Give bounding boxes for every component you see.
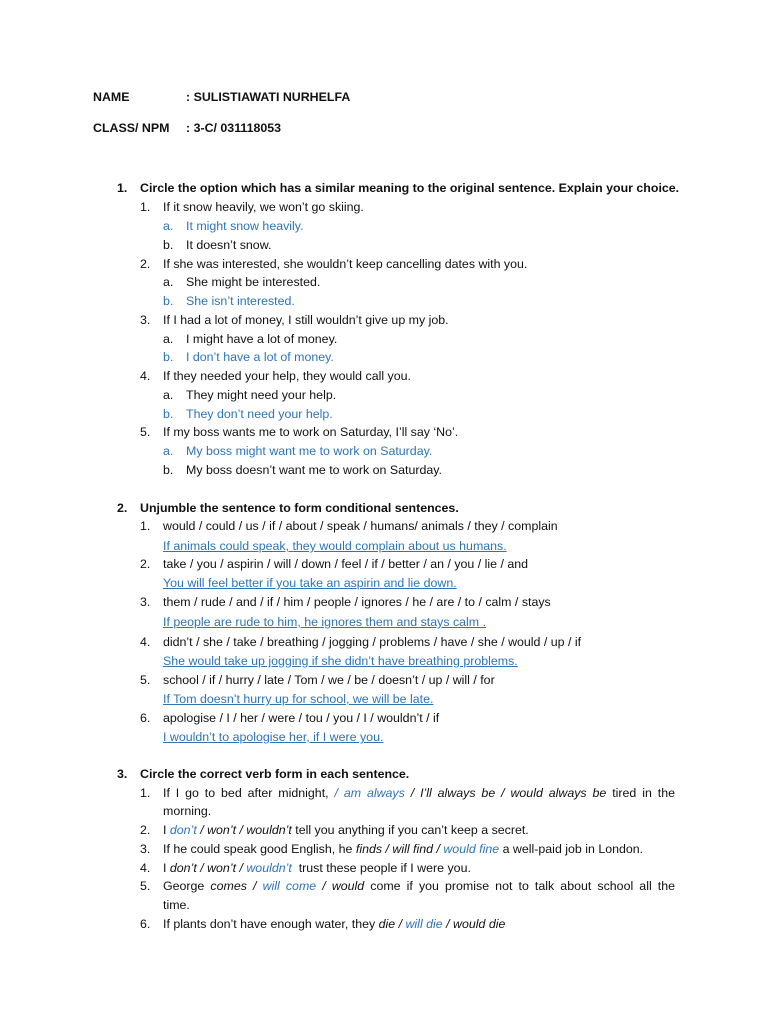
class-value: : 3-C/ 031118053: [186, 121, 282, 135]
section3-number: 3.: [117, 767, 128, 781]
s1-item2-opt-b-letter: b.: [163, 294, 174, 308]
s3-item3-sentence: If he could speak good English, he finds / will find / would fine a well-paid job in London.: [163, 842, 644, 856]
s3-item6-option-3: would die: [453, 917, 506, 931]
s2-item3-num: 3.: [140, 595, 151, 609]
name-label: NAME: [93, 90, 130, 104]
s3-item5-num: 5.: [140, 879, 151, 893]
s3-item5-continuation: time.: [163, 898, 190, 912]
s3-item4-option-1: don’t / won’t /: [169, 861, 243, 875]
s3-item5-option-1: comes: [210, 879, 247, 893]
s1-item5-text: If my boss wants me to work on Saturday, I’ll say ‘No’.: [163, 425, 459, 439]
s2-item2-prompt: take / you / aspirin / will / down / feel / if / better / an / you / lie / and: [163, 557, 529, 571]
class-label: CLASS/ NPM: [93, 121, 170, 135]
s3-item4-option-2: wouldn’t: [246, 861, 292, 875]
s2-item6-num: 6.: [140, 711, 151, 725]
s1-item2-opt-b: She isn’t interested.: [186, 294, 295, 308]
s3-item1-num: 1.: [140, 786, 151, 800]
s1-item5-num: 5.: [140, 425, 151, 439]
s1-item2-num: 2.: [140, 257, 151, 271]
s2-item1-answer: If animals could speak, they would complain about us humans.: [163, 539, 507, 553]
s1-item4-opt-b: They don’t need your help.: [186, 407, 333, 421]
s2-item1-prompt: would / could / us / if / about / speak / humans/ animals / they / complain: [163, 519, 558, 533]
section2-title: Unjumble the sentence to form conditional sentences.: [140, 501, 459, 515]
s3-item1-option-1: / am always: [334, 786, 405, 800]
s1-item1-opt-a: It might snow heavily.: [186, 219, 304, 233]
s3-item2-option-2: won’t / wouldn’t: [207, 823, 292, 837]
s2-item5-answer: If Tom doesn’t hurry up for school, we will be late.: [163, 692, 434, 706]
s2-item5-num: 5.: [140, 673, 151, 687]
s2-item4-answer: She would take up jogging if she didn’t have breathing problems.: [163, 654, 518, 668]
s1-item2-opt-a-letter: a.: [163, 275, 174, 289]
s3-item6-num: 6.: [140, 917, 151, 931]
s1-item1-num: 1.: [140, 200, 151, 214]
section3-title: Circle the correct verb form in each sentence.: [140, 767, 410, 781]
s3-item6-option-1: die: [378, 917, 396, 931]
s2-item3-answer: If people are rude to him, he ignores them and stays calm .: [163, 615, 487, 629]
s1-item5-opt-b-letter: b.: [163, 463, 174, 477]
s1-item3-opt-b: I don’t have a lot of money.: [186, 350, 334, 364]
s2-item6-answer: I wouldn’t to apologise her, if I were you.: [163, 730, 384, 744]
s1-item5-opt-a: My boss might want me to work on Saturday.: [186, 444, 433, 458]
s1-item3-num: 3.: [140, 313, 151, 327]
s1-item3-opt-a-letter: a.: [163, 332, 174, 346]
s1-item1-opt-b-letter: b.: [163, 238, 174, 252]
s1-item5-opt-a-letter: a.: [163, 444, 174, 458]
s1-item3-text: If I had a lot of money, I still wouldn’t give up my job.: [163, 313, 449, 327]
s2-item6-prompt: apologise / I / her / were / tou / you / I / wouldn’t / if: [163, 711, 440, 725]
s2-item4-num: 4.: [140, 635, 151, 649]
s1-item4-opt-b-letter: b.: [163, 407, 174, 421]
s3-item5-sentence: George comes / will come / would come if you promise not to talk about school all the: [163, 879, 676, 893]
section1-title: Circle the option which has a similar meaning to the original sentence. Explain your choice.: [140, 181, 680, 195]
s1-item2-text: If she was interested, she wouldn’t keep cancelling dates with you.: [163, 257, 528, 271]
s1-item4-opt-a: They might need your help.: [186, 388, 337, 402]
s1-item5-opt-b: My boss doesn’t want me to work on Saturday.: [186, 463, 442, 477]
s3-item3-option-2: would fine: [443, 842, 500, 856]
s3-item1-option-3: would always be: [510, 786, 607, 800]
s1-item3-opt-b-letter: b.: [163, 350, 174, 364]
s1-item4-num: 4.: [140, 369, 151, 383]
s1-item3-opt-a: I might have a lot of money.: [186, 332, 338, 346]
s1-item1-opt-b: It doesn’t snow.: [186, 238, 272, 252]
s2-item2-answer: You will feel better if you take an aspirin and lie down.: [163, 576, 457, 590]
s1-item1-text: If it snow heavily, we won’t go skiing.: [163, 200, 364, 214]
s2-item5-prompt: school / if / hurry / late / Tom / we / be / doesn’t / up / will / for: [163, 673, 495, 687]
s1-item4-opt-a-letter: a.: [163, 388, 174, 402]
s3-item5-option-2: will come: [262, 879, 317, 893]
s1-item4-text: If they needed your help, they would call you.: [163, 369, 411, 383]
s1-item2-opt-a: She might be interested.: [186, 275, 321, 289]
s3-item1-sentence: If I go to bed after midnight, / am always / I’ll always be / would always be tired in the: [163, 786, 675, 800]
s3-item4-sentence: I don’t / won’t / wouldn’t trust these people if I were you.: [163, 861, 471, 875]
s2-item3-prompt: them / rude / and / if / him / people / ignores / he / are / to / calm / stays: [163, 595, 551, 609]
s3-item1-option-2: I’ll always be: [420, 786, 496, 800]
s2-item2-num: 2.: [140, 557, 151, 571]
s1-item1-opt-a-letter: a.: [163, 219, 174, 233]
s3-item2-sentence: I don’t / won’t / wouldn’t tell you anything if you can’t keep a secret.: [163, 823, 529, 837]
s2-item4-prompt: didn’t / she / take / breathing / jogging / problems / have / she / would / up / if: [163, 635, 582, 649]
s2-item1-num: 1.: [140, 519, 151, 533]
s3-item1-continuation: morning.: [163, 804, 212, 818]
s3-item2-num: 2.: [140, 823, 151, 837]
s3-item3-num: 3.: [140, 842, 151, 856]
section1-number: 1.: [117, 181, 128, 195]
s3-item5-option-3: would: [331, 879, 365, 893]
section2-number: 2.: [117, 501, 128, 515]
s3-item3-option-1: finds / will find: [355, 842, 434, 856]
s3-item4-num: 4.: [140, 861, 151, 875]
s3-item2-option-1: don’t: [169, 823, 197, 837]
s3-item6-sentence: If plants don’t have enough water, they die / will die / would die: [163, 917, 506, 931]
name-value: : SULISTIAWATI NURHELFA: [186, 90, 351, 104]
s3-item6-option-2: will die: [405, 917, 443, 931]
